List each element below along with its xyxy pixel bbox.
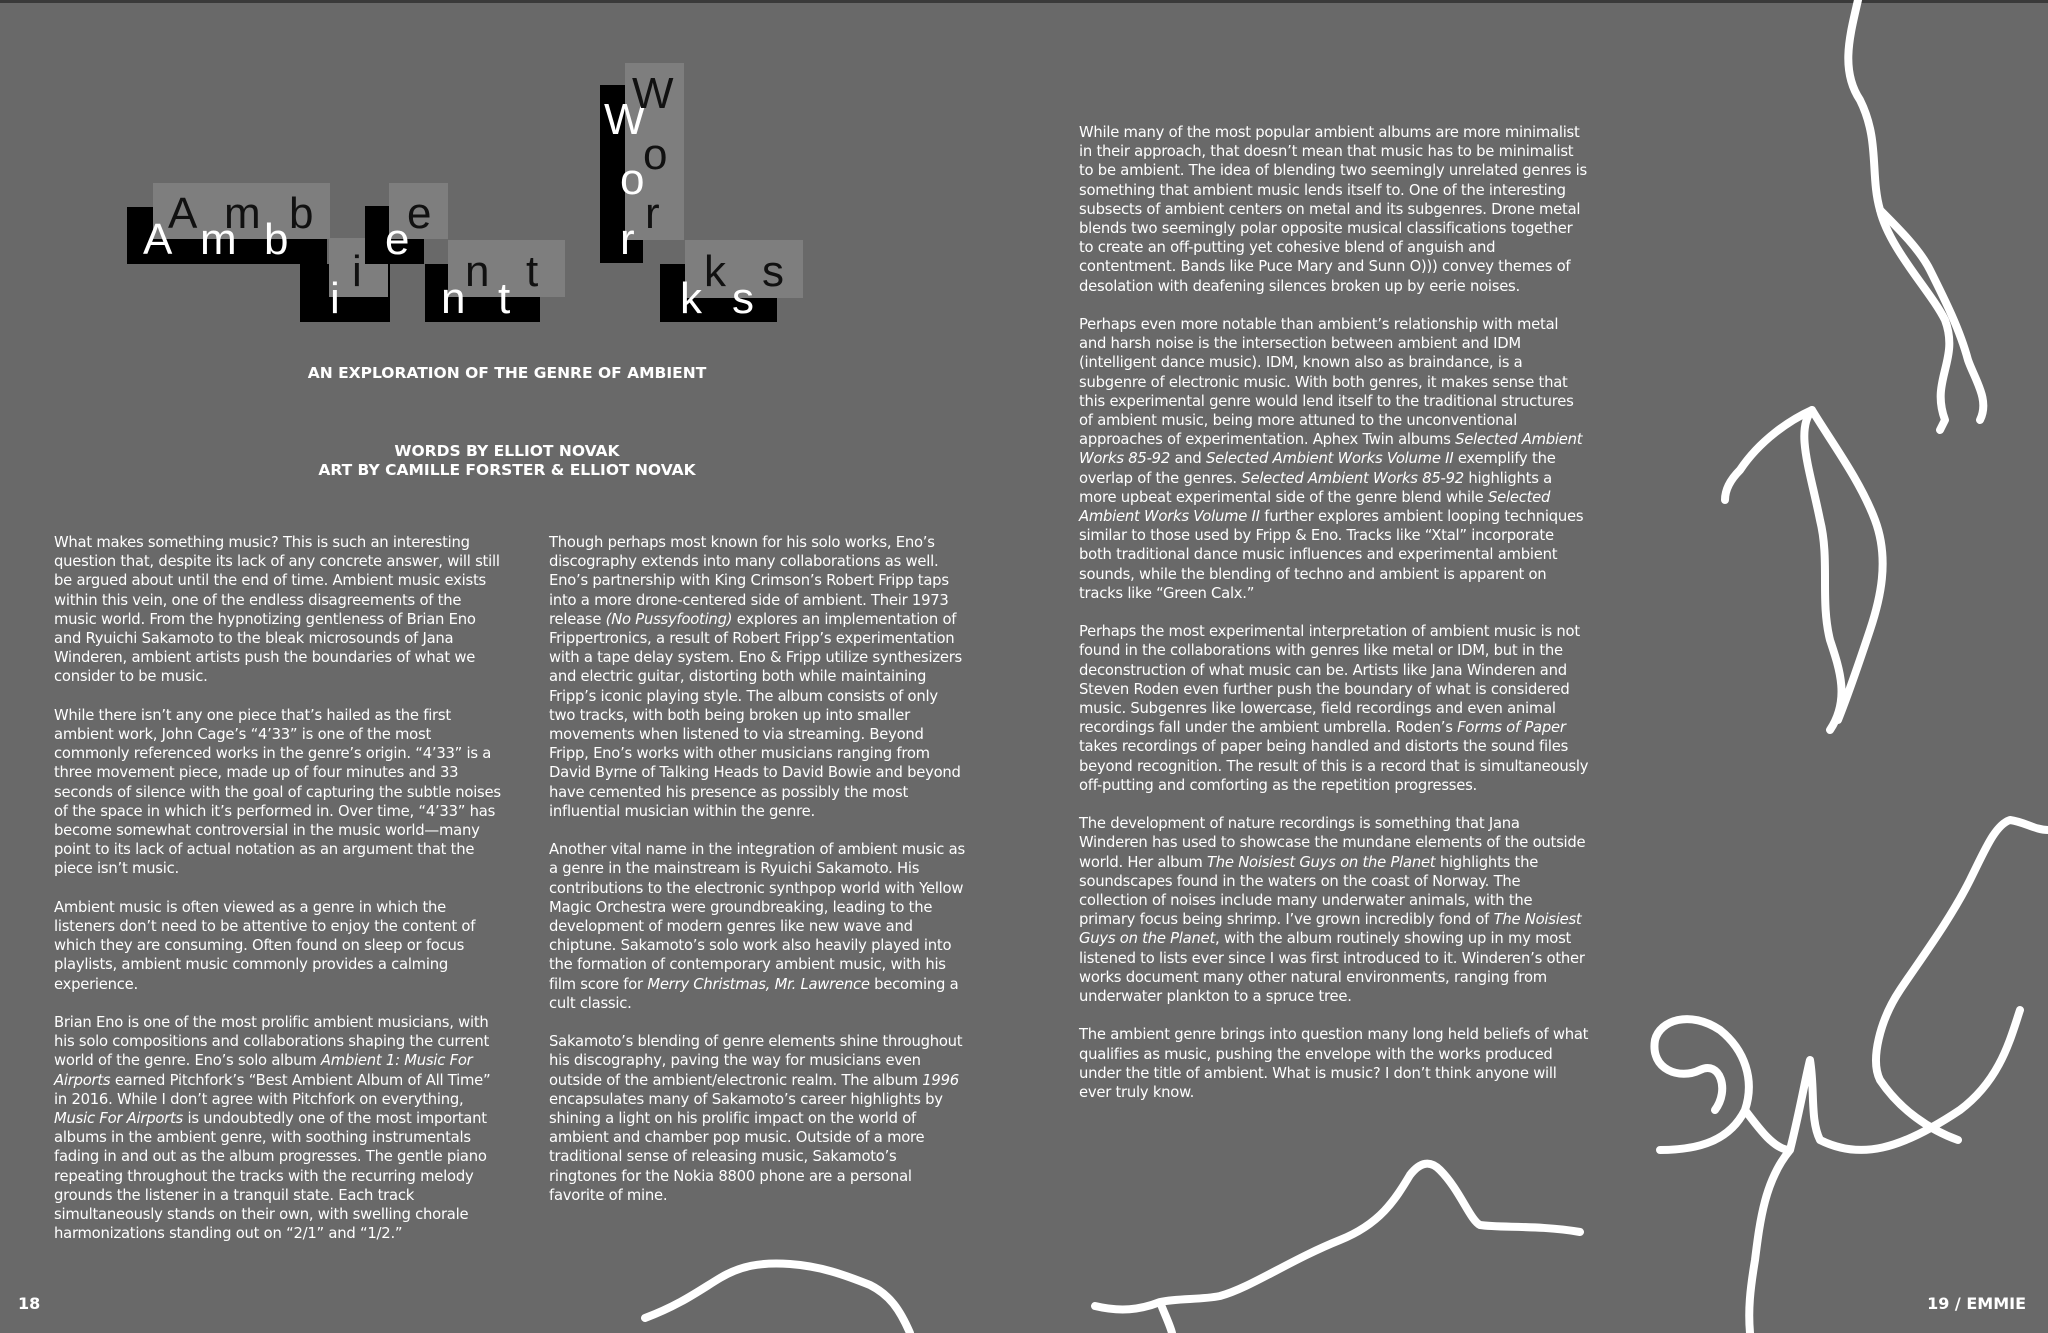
body-paragraph: The ambient genre brings into question many long held beliefs of what qualifies as music, pushing the envelope with the works produced under the title of ambient. What is music? I don’t think anyone will ever truly know. (1079, 1026, 1589, 1102)
squiggle-line-top-right (1848, 0, 1949, 430)
page-number-left: 18 (18, 1294, 41, 1313)
italic-title: (No Pussyfooting) (605, 610, 733, 628)
body-paragraph: Though perhaps most known for his solo works, Eno’s discography extends into many collaborations as well. Eno’s partnership with King Crimson’s Robert Fripp taps into a more drone-centered side of ambient. Their 1973 release (No Pussyfooting) explores an implementation of Frippertronics, a result of Robert Fripp’s experimentation with a tape delay system. Eno & Fripp utilize synthesizers and electric guitar, distorting both while maintaining Fripp’s iconic playing style. The album consists of only two tracks, with both being broken up into smaller movements when listened to via streaming. Beyond Fripp, Eno’s works with other musicians ranging from David Byrne of Talking Heads to David Bowie and beyond have cemented his presence as possibly the most influential musician within the genre. (549, 534, 963, 820)
title-letter: n (465, 247, 490, 296)
italic-title: Merry Christmas, Mr. Lawrence (647, 975, 870, 993)
text-column-1 (54, 533, 506, 1263)
title-letter: t (526, 247, 539, 296)
italic-title: Selected Ambient Works 85-92 (1079, 431, 1583, 468)
body-paragraph: Perhaps even more notable than ambient’s relationship with metal and harsh noise is the intersection between ambient and IDM (intelligent dance music). IDM, known also as braindance, is a subgenre of electronic music. With both genres, it makes sense that this experimental genre would lend itself to the traditional structures of ambient music, being more attuned to the unconventional approaches of experimentation. Aphex Twin albums Selected Ambient Works 85-92 and Selected Ambient Works Volume II exemplify the overlap of the genres. Selected Ambient Works 85-92 highlights a more upbeat experimental side of the genre blend while Selected Ambient Works Volume II further explores ambient looping techniques similar to those used by Fripp & Eno. Tracks like “Xtal” incorporate both traditional dance music influences and experimental ambient sounds, while the blending of techno and ambient is apparent on tracks like “Green Calx.” (1079, 316, 1584, 602)
italic-title: Selected Ambient Works Volume II (1206, 450, 1454, 468)
title-letter: o (643, 130, 668, 179)
italic-title: Forms of Paper (1457, 719, 1566, 737)
title-letter: A (168, 189, 198, 238)
squiggle-line-bottom-left (645, 1264, 910, 1333)
italic-title: The Noisiest Guys on the Planet (1206, 853, 1436, 871)
title-letter: k (704, 247, 726, 296)
italic-title: Selected Ambient Works Volume II (1079, 488, 1551, 526)
body-paragraph: Brian Eno is one of the most prolific ambient musicians, with his solo compositions and collaborations shaping the current world of the genre. Eno’s solo album Ambient 1: Music For Airports earned Pitchfork’s “Best Ambient Album of All Time” in 2016. While I don’t agree with Pitchfork on everything, Music For Airports is undoubtedly one of the most important albums in the ambient genre, with soothing instrumentals fading in and out as the album progresses. The gentle piano repeating throughout the tracks with the recurring melody grounds the listener in a tranquil state. Each track simultaneously stands on their own, with swelling chorale harmonizations standing out on “2/1” and “1/2.” (54, 1014, 491, 1243)
italic-title: Music For Airports (54, 1110, 184, 1128)
title-letter: s (762, 247, 784, 296)
body-paragraph: Perhaps the most experimental interpretation of ambient music is not found in the collaborations with genres like metal or IDM, but in the deconstruction of what music can be. Artists like Jana Winderen and Steven Roden even further push the boundary of what is considered music. Subgenres like lowercase, field recordings and even animal recordings fall under the ambient umbrella. Roden’s Forms of Paper takes recordings of paper being handled and distorts the sound files beyond recognition. The result of this is a record that is simultaneously off-putting and comforting as the repetition progresses. (1079, 623, 1589, 794)
title-letter: i (352, 247, 362, 296)
squiggle-line-mid-right (1725, 410, 1842, 730)
body-paragraph: Sakamoto’s blending of genre elements shine throughout his discography, paving the way for musicians even outside of the ambient/electronic realm. The album 1996 encapsulates many of Sakamoto’s career highlights by shining a light on his prolific impact on the world of ambient and chamber pop music. Outside of a more traditional sense of releasing music, Sakamoto’s ringtones for the Nokia 8800 phone are a personal favorite of mine. (549, 1033, 963, 1204)
italic-title: 1996 (922, 1071, 959, 1089)
article-credits (200, 442, 814, 480)
title-letter: r (645, 189, 660, 238)
art-credit: ART BY CAMILLE FORSTER & ELLIOT NOVAK (318, 461, 696, 479)
body-paragraph: What makes something music? This is such an interesting question that, despite its lack of any concrete answer, will still be argued about until the end of time. Ambient music exists within this vein, one of the endless disagreements of the music world. From the hypnotizing gentleness of Brian Eno and Ryuichi Sakamoto to the bleak microsounds of Jana Winderen, ambient artists push the boundaries of what we consider to be music. (54, 534, 500, 686)
body-paragraph: While many of the most popular ambient albums are more minimalist in their approach, that doesn’t mean that music has to be minimalist to be ambient. The idea of blending two seemingly unrelated genres is something that ambient music lends itself to. One of the interesting subsects of ambient centers on metal and its subgenres. Drone metal blends two seemingly polar opposite musical classifications together to create an off-putting yet cohesive blend of anguish and contentment. Bands like Puce Mary and Sunn O))) convey themes of desolation with deafening silences broken up by eerie noises. (1079, 124, 1587, 295)
body-paragraph: The development of nature recordings is something that Jana Winderen has used to showcase the mundane elements of the outside world. Her album The Noisiest Guys on the Planet highlights the soundscapes found in the waters on the coast of Norway. The collection of noises include many underwater animals, with the primary focus being shrimp. I’ve grown incredibly fond of The Noisiest Guys on the Planet, with the album routinely showing up in my most listened to lists ever since I was first introduced to it. Winderen’s other works document many other natural environments, ranging from underwater plankton to a spruce tree. (1079, 815, 1586, 1006)
body-paragraph: While there isn’t any one piece that’s hailed as the first ambient work, John Cage’s “4’33” is one of the most commonly referenced works in the genre’s origin. “4’33” is a three movement piece, made up of four minutes and 33 seconds of silence with the goal of capturing the subtle noises of the space in which it’s performed in. Over time, “4’33” has become somewhat controversial in the music world—many point to its lack of actual notation as an argument that the piece isn’t music. (54, 706, 501, 878)
body-paragraph: Another vital name in the integration of ambient music as a genre in the mainstream is Ryuichi Sakamoto. His contributions to the electronic synthpop world with Yellow Magic Orchestra were groundbreaking, leading to the development of modern genres like new wave and chiptune. Sakamoto’s solo work also heavily played into the formation of contemporary ambient music, with his film score for Merry Christmas, Mr. Lawrence becoming a cult classic. (549, 841, 965, 1012)
article-subtitle: AN EXPLORATION OF THE GENRE OF AMBIENT (307, 364, 707, 382)
title-letter: e (407, 189, 432, 238)
title-letter: W (632, 69, 674, 118)
italic-title: Ambient 1: Music For Airports (54, 1052, 473, 1089)
body-paragraph: Ambient music is often viewed as a genre in which the listeners don’t need to be attentive to enjoy the content of which they are consuming. Often found on sleep or focus playlists, ambient music commonly provides a calming experience. (54, 898, 476, 993)
italic-title: The Noisiest Guys on the Planet (1079, 911, 1582, 948)
squiggle-line-bottom-middle (1095, 1164, 1580, 1333)
page-number-right: 19 / EMMIE (1927, 1294, 2026, 1313)
text-column-3 (1079, 123, 1589, 1121)
italic-title: Selected Ambient Works 85-92 (1241, 469, 1464, 487)
words-credit: WORDS BY ELLIOT NOVAK (394, 442, 620, 460)
title-letter: m (224, 189, 261, 238)
squiggle-line-bottom-right (1654, 820, 2048, 1333)
title-letter: b (289, 189, 314, 238)
text-column-2 (549, 533, 967, 1224)
